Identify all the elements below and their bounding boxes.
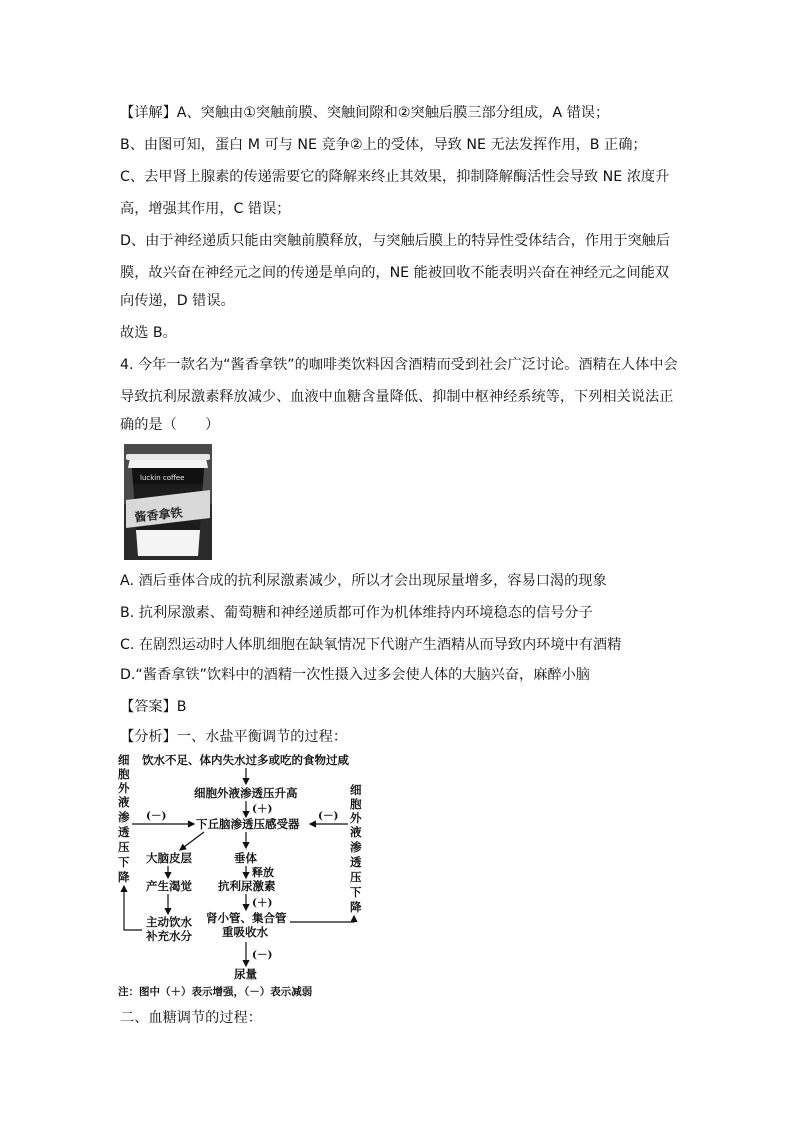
plus-label-1: (＋) — [252, 803, 273, 815]
svg-text:液: 液 — [350, 825, 362, 839]
pituitary-text: 垂体 — [234, 851, 257, 865]
drink-text-1: 主动饮水 — [146, 915, 192, 929]
option-d: D.“酱香拿铁”饮料中的酒精一次性摄入过多会使人体的大脑兴奋，麻醉小脑 — [120, 667, 590, 683]
detail-line-a: 【详解】A、突触由①突触前膜、突触间隙和②突触后膜三部分组成，A 错误； — [120, 105, 610, 121]
svg-text:细: 细 — [350, 783, 362, 797]
svg-text:外: 外 — [118, 781, 130, 795]
arrow-to-cortex — [180, 832, 204, 850]
thirst-text: 产生渴觉 — [146, 879, 192, 893]
adh-text: 抗利尿激素 — [218, 879, 276, 893]
svg-text:渗: 渗 — [350, 840, 362, 854]
detail-line-d: D、由于神经递质只能由突触前膜释放，与突触后膜上的特异性受体结合，作用于突触后 — [120, 233, 671, 249]
svg-text:胞: 胞 — [350, 797, 362, 811]
osmotic-rise-text: 细胞外液渗透压升高 — [194, 786, 298, 800]
release-text: 释放 — [252, 866, 274, 879]
arrow-left-return — [124, 886, 142, 930]
svg-text:降: 降 — [118, 870, 130, 884]
coffee-cup-image — [124, 444, 212, 560]
svg-text:胞: 胞 — [118, 767, 130, 781]
option-b: B. 抗利尿激素、葡萄糖和神经递质都可作为机体维持内环境稳态的信号分子 — [120, 605, 593, 621]
right-vertical-label — [350, 783, 362, 914]
minus-label-left: (－) — [146, 810, 167, 822]
diagram-note: 注：图中（＋）表示增强，（－）表示减弱 — [118, 986, 313, 998]
water-salt-diagram-svg — [112, 748, 374, 1000]
question-4-line1: 4. 今年一款名为“酱香拿铁”的咖啡类饮料因含酒精而受到社会广泛讨论。酒精在人体中会 — [120, 357, 678, 373]
answer-choice-line: 故选 B。 — [120, 325, 177, 341]
analysis-line: 【分析】一、水盐平衡调节的过程： — [120, 729, 348, 745]
cortex-text: 大脑皮层 — [146, 851, 192, 865]
analysis-line-2: 二、血糖调节的过程： — [120, 1010, 262, 1026]
stimulus-text: 饮水不足、体内失水过多或吃的食物过咸 — [142, 753, 349, 767]
answer-line: 【答案】B — [120, 699, 187, 715]
svg-text:透: 透 — [350, 855, 362, 869]
coffee-brand-text: luckin coffee — [140, 474, 185, 482]
svg-text:细: 细 — [118, 753, 130, 767]
coffee-label-text: 酱香拿铁 — [133, 505, 184, 525]
coffee-cup-photo — [124, 444, 212, 560]
svg-text:压: 压 — [118, 840, 130, 854]
arrow-right-return — [290, 916, 354, 922]
detail-line-c-cont: 高，增强其作用，C 错误； — [120, 201, 291, 217]
urine-text: 尿量 — [234, 967, 257, 981]
svg-text:降: 降 — [350, 900, 362, 914]
question-4-line3: 确的是（ ） — [120, 417, 220, 433]
kidney-text-2: 重吸收水 — [222, 925, 268, 939]
plus-label-2: (＋) — [252, 897, 273, 909]
svg-text:外: 外 — [350, 811, 362, 825]
svg-text:下: 下 — [350, 885, 362, 899]
option-c: C. 在剧烈运动时人体肌细胞在缺氧情况下代谢产生酒精从而导致内环境中有酒精 — [120, 637, 622, 653]
left-vertical-label — [118, 753, 130, 884]
hypothalamus-text: 下丘脑渗透压感受器 — [196, 817, 300, 831]
svg-text:下: 下 — [118, 855, 130, 869]
question-4-line2: 导致抗利尿激素释放减少、血液中血糖含量降低、抑制中枢神经系统等，下列相关说法正 — [120, 389, 674, 405]
minus-label-urine: (－) — [252, 949, 273, 961]
detail-line-d-cont2: 向传递，D 错误。 — [120, 293, 235, 309]
detail-line-b: B、由图可知，蛋白 M 可与 NE 竞争②上的受体，导致 NE 无法发挥作用，B 正确； — [120, 137, 647, 153]
detail-line-c: C、去甲肾上腺素的传递需要它的降解来终止其效果，抑制降解酶活性会导致 NE 浓度升 — [120, 169, 670, 185]
svg-text:透: 透 — [118, 825, 130, 839]
svg-text:渗: 渗 — [118, 810, 130, 824]
drink-text-2: 补充水分 — [146, 929, 192, 943]
detail-line-d-cont1: 膜，故兴奋在神经元之间的传递是单向的，NE 能被回收不能表明兴奋在神经元之间能双 — [120, 265, 670, 281]
water-salt-balance-diagram — [112, 748, 374, 1000]
minus-label-right: (－) — [318, 810, 339, 822]
svg-text:液: 液 — [118, 795, 130, 809]
kidney-text-1: 肾小管、集合管 — [206, 911, 287, 925]
svg-text:压: 压 — [350, 870, 362, 884]
option-a: A. 酒后垂体合成的抗利尿激素减少，所以才会出现尿量增多，容易口渴的现象 — [120, 573, 607, 589]
